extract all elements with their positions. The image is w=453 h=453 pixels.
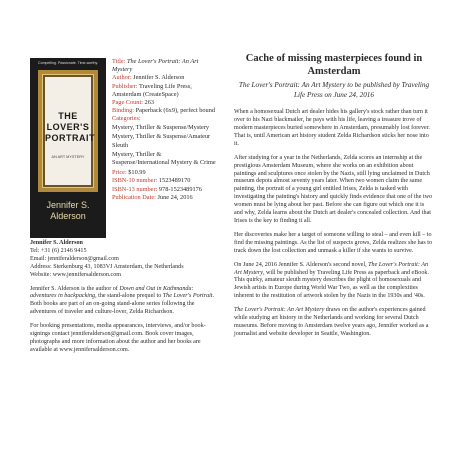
detail-title bbox=[112, 58, 220, 74]
detail-title-label: Title: bbox=[112, 58, 126, 65]
detail-isbn13 bbox=[112, 186, 220, 194]
booking-info: For booking presentations, media appearances, interviews, and/or book-signings contact jenniferalderson@gmail.com. Book cover images, photographs and more information about the author and her books are available at www.jennifersalderson.com. bbox=[30, 323, 206, 353]
detail-pagecount-value: 263 bbox=[144, 99, 154, 107]
contact-website[interactable]: Website: www.jennifersalderson.com bbox=[30, 271, 122, 278]
detail-isbn13-label: ISBN-13 number: bbox=[112, 185, 158, 193]
book-details bbox=[112, 58, 220, 202]
bio-book1: Down and Out in Kathmandu: adventures in backpacking bbox=[30, 285, 194, 300]
cover-picture-frame bbox=[38, 70, 98, 192]
contact-tel: Tel: +31 (6) 2146 9415 bbox=[30, 247, 87, 254]
cover-subtitle: AN ART MYSTERY bbox=[51, 155, 85, 159]
cover-frame-canvas bbox=[45, 77, 95, 185]
article-paragraph-1: When a homosexual Dutch art dealer hides his gallery's stock rather than turn it over to his Nazi blackmailer, he pays with his life, leaving a treasure trove of modern masterpieces buried somewhere in Amsterdam, presumably lost forever. That is, until American art history student Zelda Richardson sticks her nose into it. bbox=[234, 109, 430, 147]
article-headline: Cache of missing masterpieces found in Amsterdam bbox=[245, 53, 423, 77]
detail-title-value: The Lover's Portrait: An Art Mystery bbox=[112, 58, 199, 74]
detail-pubdate-label: Publication Date: bbox=[112, 193, 156, 201]
detail-price-value: $10.99 bbox=[128, 169, 146, 177]
contact-address: Address: Sterkenburg 43, 1083VJ Amsterdam, the Netherlands bbox=[30, 263, 184, 270]
detail-isbn10-label: ISBN-10 number: bbox=[112, 177, 158, 185]
category-item: Mystery, Thriller & Suspense/Mystery bbox=[112, 123, 210, 131]
cover-title bbox=[45, 111, 95, 144]
detail-isbn10 bbox=[112, 177, 220, 185]
p4-text-2: , will be published by Traveling Life Press as paperback and eBook. This quirky, amateur sleuth mystery describes the plight of homosexuals and Jewish artists in Europe during World War Two, as well as the complexities inherent to the restitution of artwork stolen by the Nazis in the 1930s and '40s. bbox=[234, 269, 429, 300]
detail-pagecount-label: Page Count: bbox=[112, 99, 143, 107]
detail-pubdate-value: June 24, 2016 bbox=[157, 193, 193, 201]
contact-name: Jennifer S. Alderson bbox=[30, 240, 83, 246]
article-subhead: The Lover's Portrait: An Art Mystery to be published by Traveling Life Press on June 24, 2016 bbox=[238, 81, 430, 99]
detail-publisher bbox=[112, 83, 220, 99]
author-bio bbox=[30, 286, 220, 318]
detail-pubdate bbox=[112, 194, 220, 202]
detail-isbn10-value: 1523489170 bbox=[158, 177, 191, 185]
contact-email[interactable]: Email: jenniferalderson@gmail.com bbox=[30, 255, 119, 262]
detail-categories bbox=[112, 115, 220, 123]
detail-price-label: Price: bbox=[112, 169, 127, 177]
p4-text-1: On June 24, 2016 Jennifer S. Alderson's second novel, bbox=[234, 261, 369, 268]
article-paragraph-5 bbox=[234, 307, 434, 339]
bio-text-2: , the stand-alone prequel to bbox=[95, 293, 163, 300]
bio-text-3: . Both books are part of an on-going stand-alone series following the adventures of traveler and culture-lover, Zelda Richardson. bbox=[30, 293, 215, 316]
category-item: Mystery, Thriller & Suspense/International Mystery & Crime bbox=[112, 151, 216, 167]
p5-book: The Lover's Portrait: An Art Mystery bbox=[234, 307, 325, 314]
article-paragraph-4 bbox=[234, 262, 434, 302]
p4-book: The Lover's Portrait: An Art Mystery bbox=[234, 261, 429, 276]
detail-publisher-label: Publisher: bbox=[112, 82, 138, 90]
detail-pagecount bbox=[112, 99, 220, 107]
bio-book2: The Lover's Portrait bbox=[162, 293, 213, 300]
article-paragraph-3: Her discoveries make her a target of someone willing to steal – and even kill – to find the missing paintings. As the list of suspects grows, Zelda realizes she has to track down the lost collection and unmask a killer if she wants to survive. bbox=[234, 231, 433, 254]
cover-author-line2: Alderson bbox=[50, 211, 86, 221]
author-contact-block bbox=[30, 240, 220, 355]
cover-title-line2: PORTRAIT bbox=[45, 133, 95, 143]
detail-author-value: Jennifer S. Alderson bbox=[133, 74, 185, 82]
detail-binding-value: Paperback (6x9), perfect bound bbox=[135, 107, 216, 115]
cover-author bbox=[30, 200, 106, 222]
article-paragraph-2: After studying for a year in the Netherlands, Zelda scores an internship at the prestigious Amsterdam Museum, where she works on an exhibition about paintings and sculptures once stolen by the Nazis, still lying unclaimed in Dutch museum depots almost seventy years later. When two women claim the same painting, the portrait of a young girl entitled Irises, Zelda is tasked with investigating the painting's history and quickly finds evidence that one of the two women must be lying about her past. Before she can figure out which one it is and why, Zelda learns about the Dutch art dealer's concealed collection. And that Irises is the key to finding it all. bbox=[234, 154, 433, 224]
detail-binding bbox=[112, 107, 220, 115]
detail-categories-label: Categories: bbox=[112, 115, 141, 123]
detail-publisher-value: Traveling Life Press, Amsterdam (CreateSpace) bbox=[112, 82, 192, 98]
cover-author-line1: Jennifer S. bbox=[46, 200, 90, 210]
bio-text-1: Jennifer S. Alderson is the author of bbox=[30, 285, 120, 292]
detail-isbn13-value: 978-1523489176 bbox=[158, 185, 202, 193]
detail-price bbox=[112, 169, 220, 177]
category-list bbox=[112, 124, 220, 168]
detail-binding-label: Binding: bbox=[112, 107, 135, 115]
category-item: Mystery, Thriller & Suspense/Amateur Sleuth bbox=[112, 133, 211, 149]
book-cover-image bbox=[30, 58, 106, 238]
cover-title-line1: THE LOVER'S bbox=[46, 111, 90, 132]
detail-author-label: Author: bbox=[112, 74, 132, 82]
detail-author bbox=[112, 74, 220, 82]
cover-tagline: Compelling. Passionate. Time-worthy. bbox=[37, 61, 99, 65]
press-release-article bbox=[234, 52, 434, 345]
p5-text-1: draws on the author's experiences gained while studying art history in the Netherlands and working for several Dutch museums. Before moving to Amsterdam twelve years ago, Jennifer worked as a journalist and website developer in Seattle, Washington. bbox=[234, 307, 429, 337]
